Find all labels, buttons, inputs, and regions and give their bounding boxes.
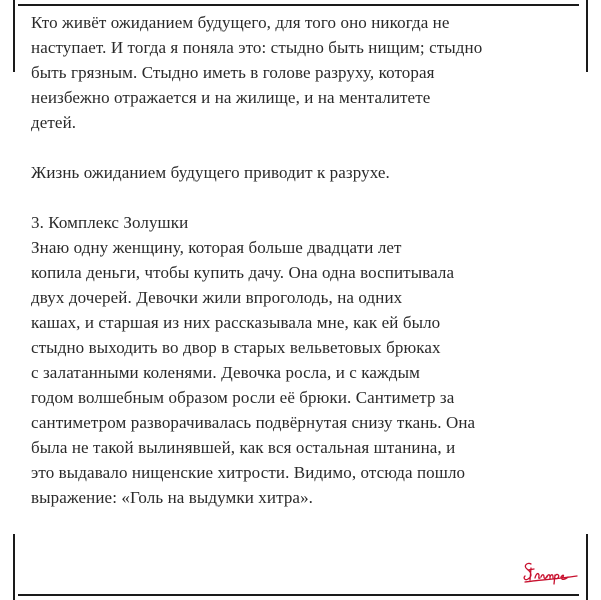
- text-line: двух дочерей. Девочки жили впроголодь, на одних: [31, 288, 403, 307]
- paragraph-1: [31, 10, 591, 135]
- text-line: сантиметром разворачивалась подвёрнутая снизу ткань. Она: [31, 413, 476, 432]
- paragraph-2: [31, 160, 591, 185]
- signature-logo: [521, 556, 581, 586]
- text-line: Жизнь ожиданием будущего приводит к разрухе.: [31, 163, 390, 182]
- text-line: это выдавало нищенские хитрости. Видимо, отсюда пошло: [31, 463, 466, 482]
- text-line: стыдно выходить во двор в старых вельветовых брюках: [31, 338, 441, 357]
- text-line: быть грязным. Стыдно иметь в голове разруху, которая: [31, 63, 435, 82]
- text-line: с залатанными коленями. Девочка росла, и с каждым: [31, 363, 421, 382]
- frame-left-top-line: [13, 0, 15, 72]
- paragraph-gap: [31, 135, 591, 160]
- text-line: годом волшебным образом росли её брюки. Сантиметр за: [31, 388, 455, 407]
- section-3: [31, 210, 591, 510]
- frame-right-bottom-line: [586, 534, 588, 600]
- text-line: была не такой вылинявшей, как вся остальная штанина, и: [31, 438, 456, 457]
- text-line: Знаю одну женщину, которая больше двадцати лет: [31, 238, 402, 257]
- text-line: детей.: [31, 113, 77, 132]
- frame-bottom-line: [18, 594, 579, 596]
- text-line: Кто живёт ожиданием будущего, для того оно никогда не: [31, 13, 450, 32]
- article-text: [31, 10, 591, 510]
- frame-left-bottom-line: [13, 534, 15, 600]
- text-line: выражение: «Голь на выдумки хитра».: [31, 488, 314, 507]
- text-line: наступает. И тогда я поняла это: стыдно быть нищим; стыдно: [31, 38, 483, 57]
- frame-top-line: [18, 4, 579, 6]
- text-line: кашах, и старшая из них рассказывала мне, как ей было: [31, 313, 441, 332]
- paragraph-gap: [31, 185, 591, 210]
- text-line: неизбежно отражается и на жилище, и на менталитете: [31, 88, 431, 107]
- section-heading: 3. Комплекс Золушки: [31, 213, 189, 232]
- text-line: копила деньги, чтобы купить дачу. Она одна воспитывала: [31, 263, 455, 282]
